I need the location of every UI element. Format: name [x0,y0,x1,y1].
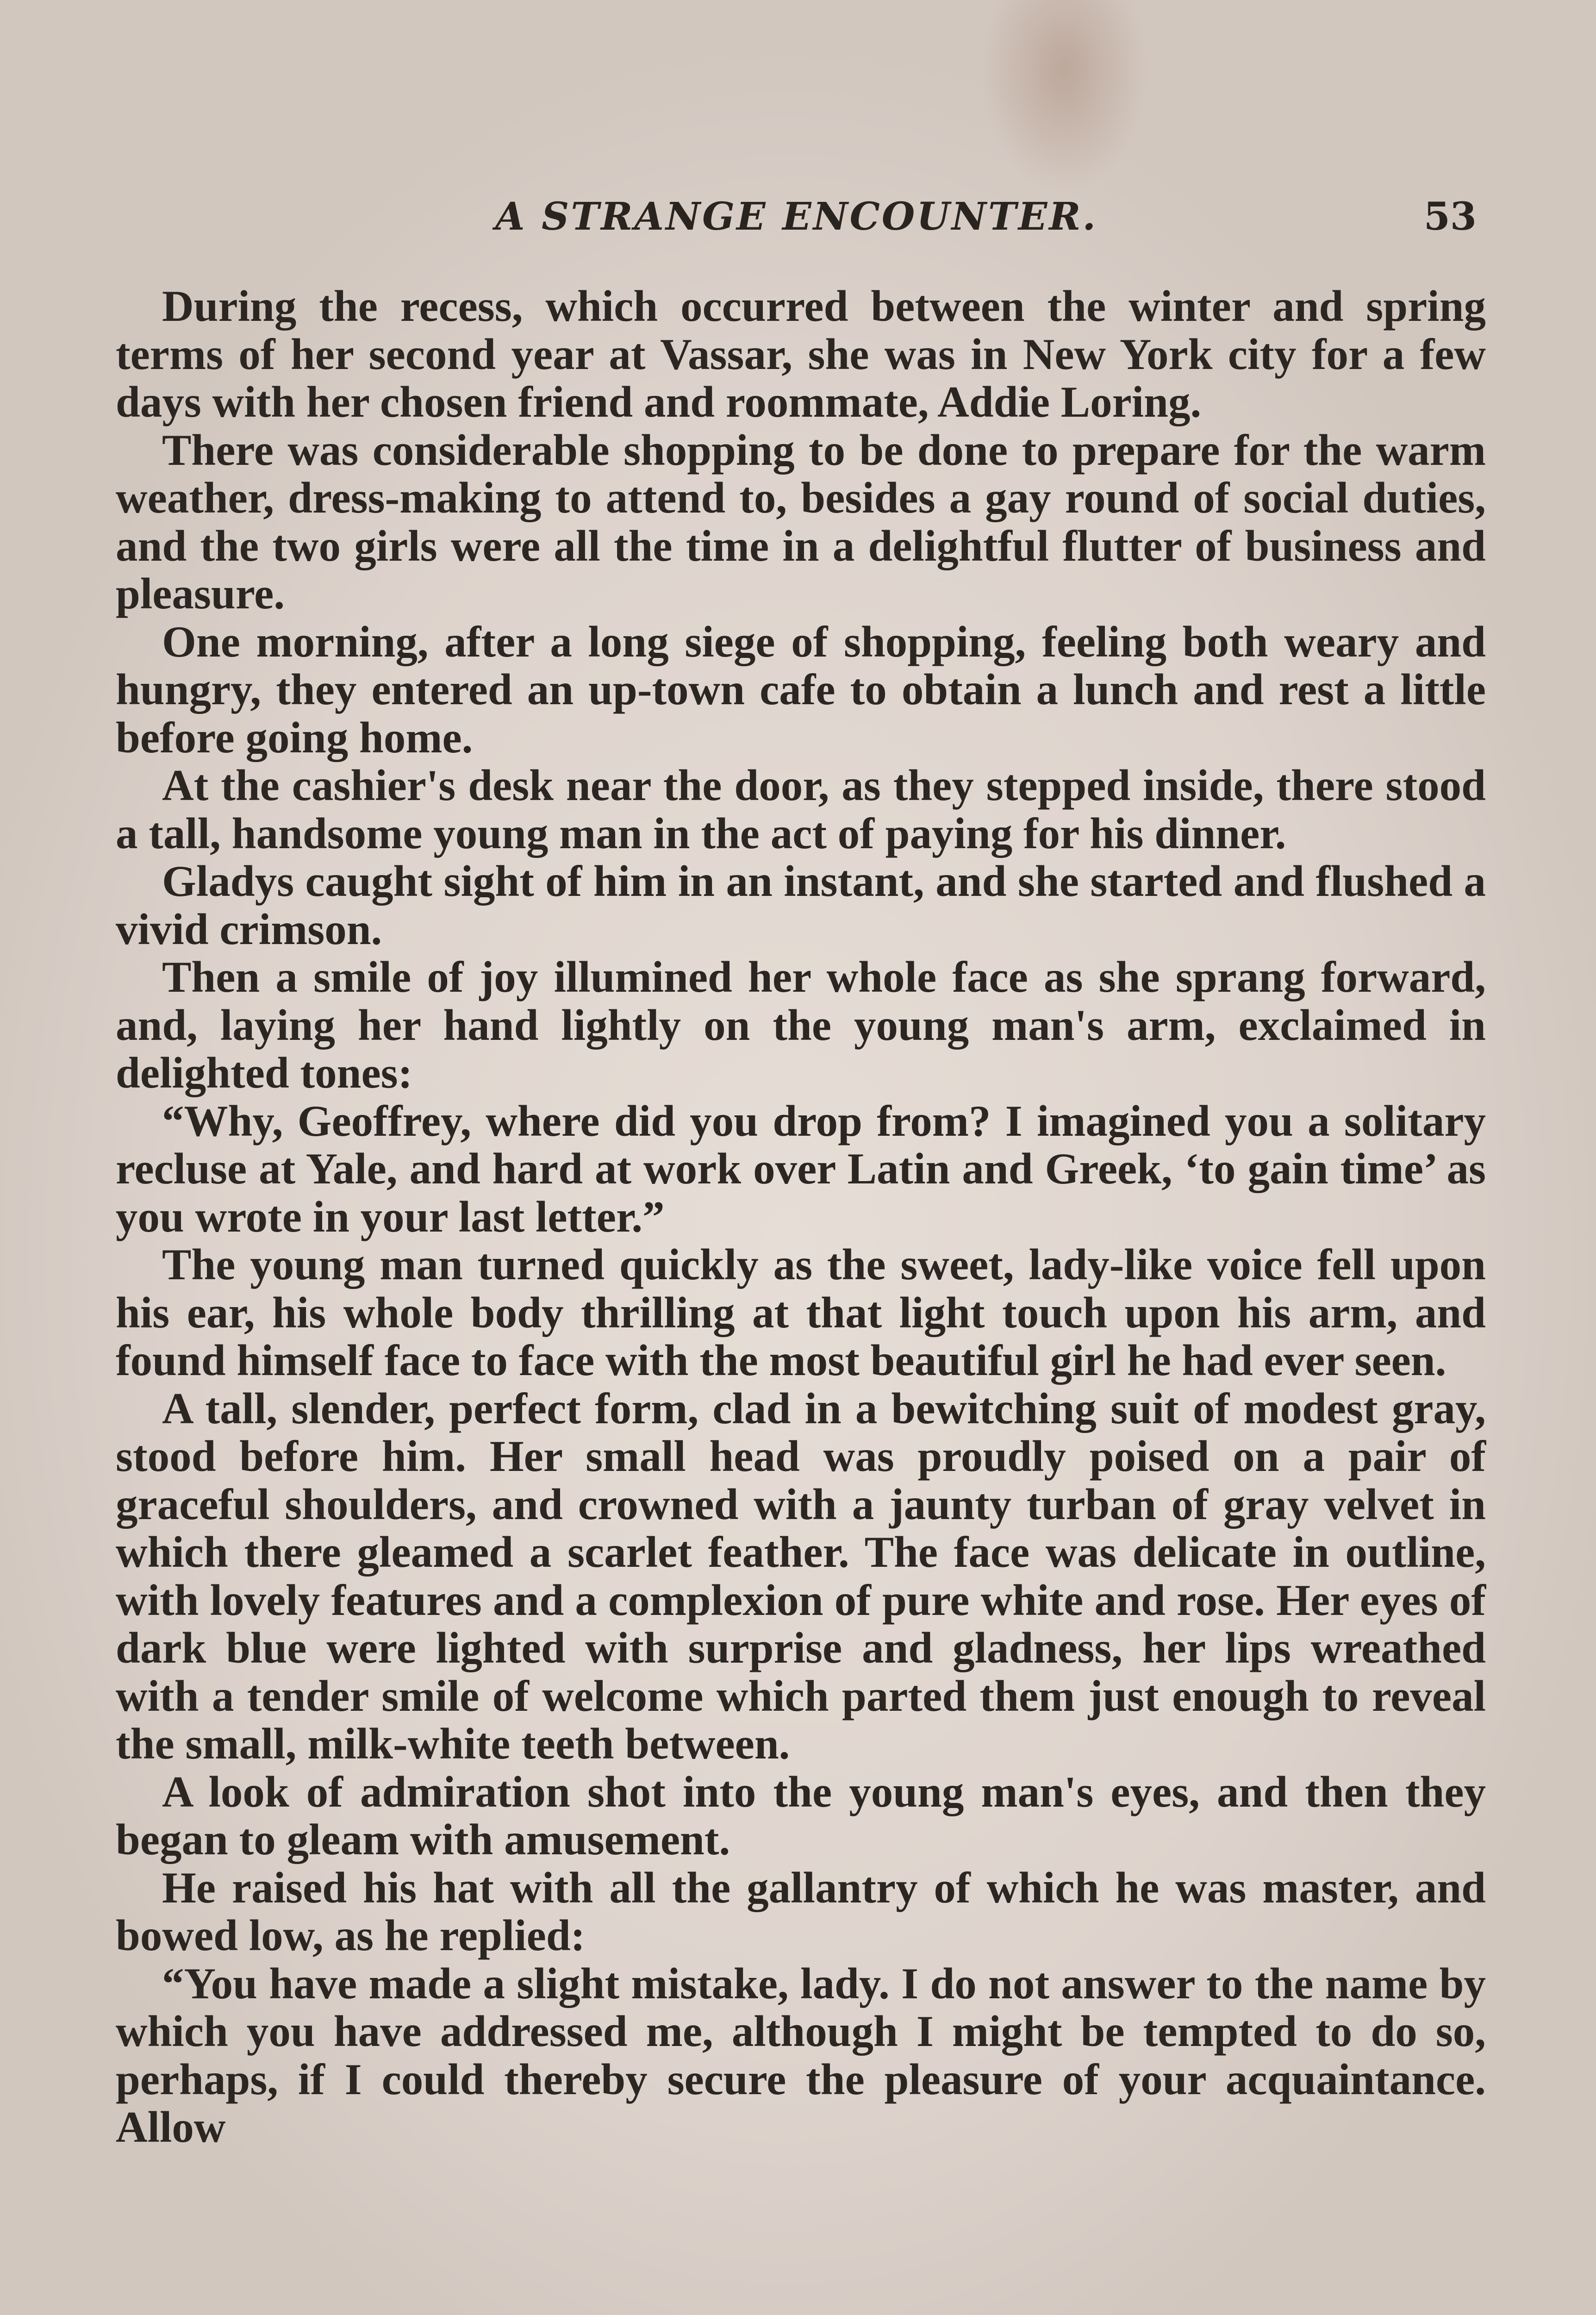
paragraph: A look of admiration shot into the young man's eyes, and then they began to gleam with amusement. [116,1767,1486,1864]
paragraph: There was considerable shopping to be done to prepare for the warm weather, dress-making to attend to, besides a gay round of social duties, and the two girls were all the time in a delightful flutter of business and pleasure. [116,425,1486,618]
paragraph: The young man turned quickly as the sweet, lady-like voice fell upon his ear, his whole body thrilling at that light touch upon his arm, and found himself face to face with the most beautiful girl he had ever seen. [116,1240,1486,1385]
page-number: 53 [1423,194,1477,239]
running-title: A STRANGE ENCOUNTER. [495,194,1098,239]
paragraph: Gladys caught sight of him in an instant, and she started and flushed a vivid crimson. [116,857,1486,954]
running-head [116,194,1477,250]
paragraph: At the cashier's desk near the door, as they stepped inside, there stood a tall, handsome young man in the act of paying for his dinner. [116,761,1486,858]
paragraph: A tall, slender, perfect form, clad in a bewitching suit of modest gray, stood before him. Her small head was proudly poised on a pair of graceful shoulders, and crowned with a jaunty turban of gray velvet in which there gleamed a scarlet feather. The face was delicate in outline, with lovely features and a complexion of pure white and rose. Her eyes of dark blue were lighted with surprise and gladness, her lips wreathed with a tender smile of welcome which parted them just enough to reveal the small, milk-white teeth between. [116,1383,1486,1768]
paragraph: One morning, after a long siege of shopping, feeling both weary and hungry, they entered an up-town cafe to obtain a lunch and rest a little before going home. [116,617,1486,762]
body-text [116,282,1486,2152]
paragraph: Then a smile of joy illumined her whole face as she sprang forward, and, laying her hand lightly on the young man's arm, exclaimed in delighted tones: [116,952,1486,1097]
paragraph: He raised his hat with all the gallantry of which he was master, and bowed low, as he replied: [116,1863,1486,1960]
paragraph: “Why, Geoffrey, where did you drop from? I imagined you a solitary recluse at Yale, and hard at work over Latin and Greek, ‘to gain time’ as you wrote in your last letter.” [116,1096,1486,1241]
paragraph: “You have made a slight mistake, lady. I do not answer to the name by which you have addressed me, although I might be tempted to do so, perhaps, if I could thereby secure the pleasure of your acquaintance. Allow [116,1958,1486,2152]
paragraph: During the recess, which occurred between the winter and spring terms of her second year at Vassar, she was in New York city for a few days with her chosen friend and roommate, Addie Loring. [116,282,1486,426]
